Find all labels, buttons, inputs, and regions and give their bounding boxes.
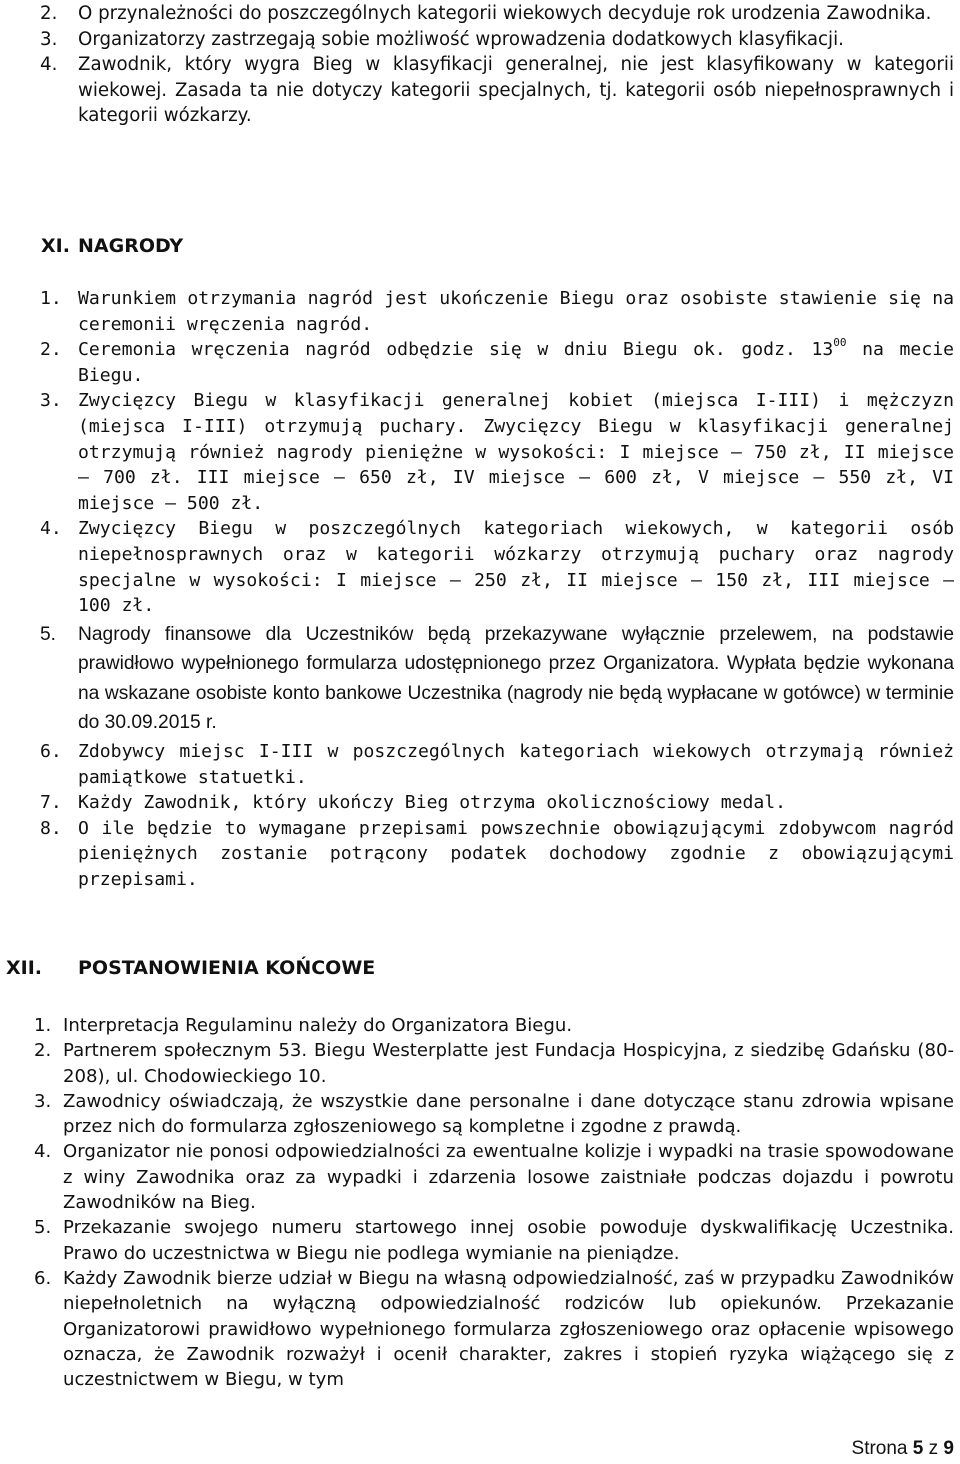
list-item [0,1,960,27]
list-item-number: 2. [40,339,62,361]
list-item [0,1266,960,1392]
section-heading-nagrody [41,234,441,258]
list-item-text: Zwycięzcy Biegu w klasyfikacji generalnej kobiet (miejsca I-III) i mężczyzn (miejsca I-III) otrzymują puchary. Zwycięzcy Biegu w klasyfikacji generalnej otrzymują również nagrody pieniężne w wysokości: I miejsce – 750 zł, II miejsce – 700 zł. III miejsce – 650 zł, IV miejsce – 600 zł, V miejsce – 550 zł, VI miejsce – 500 zł. [78,390,954,514]
list-item-text: Zawodnicy oświadczają, że wszystkie dane personalne i dane dotyczące stanu zdrowia wpisane przez nich do formularza zgłoszeniowego są kompletne i zgodne z prawdą. [63,1090,954,1138]
list-item-text: Zdobywcy miejsc I-III w poszczególnych kategoriach wiekowych otrzymają również pamiątkowe statuetki. [78,741,954,788]
list-item [0,337,960,388]
list-item-text-before: Ceremonia wręczenia nagród odbędzie się w dniu Biegu ok. godz. 13 [78,339,834,361]
list-item-text-after: na mecie Biegu. [78,339,954,386]
list-item-text: Każdy Zawodnik bierze udział w Biegu na własną odpowiedzialność, zaś w przypadku Zawodników niepełnoletnich na wyłączną odpowiedzialność rodziców lub opiekunów. Przekazanie Organizatorowi prawidłowo wypełnionego formularza zgłoszeniowego oraz opłacenie wpisowego oznacza, że Zawodnik rozważył i ocenił charakter, zakres i stopień ryzyka wiążącego się z uczestnictwem w Biegu, w tym [63,1267,954,1391]
list-item-text: Partnerem społecznym 53. Biegu Westerplatte jest Fundacja Hospicyjna, z siedzibę Gdańsku (80-208), ul. Chodowieckiego 10. [63,1040,954,1087]
list-item-text: Zwycięzcy Biegu w poszczególnych kategoriach wiekowych, w kategorii osób niepełnosprawnych oraz w kategorii wózkarzy otrzymują puchary oraz nagrody specjalne w wysokości: I miejsce – 250 zł, II miejsce – 150 zł, III miejsce – 100 zł. [78,518,954,617]
list-item [0,388,960,516]
list-item-text: Przekazanie swojego numeru startowego innej osobie powoduje dyskwalifikację Uczestnika. Prawo do uczestnictwa w Biegu nie podlega wymianie na pieniądze. [63,1217,954,1264]
list-item-number: 5. [34,1217,52,1239]
section-number: XII. [6,957,43,979]
postanowienia-list [0,1013,960,1392]
section-title: NAGRODY [78,235,184,257]
section-heading-postanowienia-koncowe [6,956,506,980]
section-number: XI. [41,235,70,257]
list-item-text: Zawodnik, który wygra Bieg w klasyfikacji generalnej, nie jest klasyfikowany w kategorii wiekowej. Zasada ta nie dotyczy kategorii specjalnych, tj. kategorii osób niepełnosprawnych i kategorii wózkarzy. [78,54,954,127]
list-item-number: 6. [40,741,62,762]
nagrody-list-end [0,739,960,893]
list-item-number: 4. [34,1141,52,1163]
list-item-number: 7. [40,792,62,814]
continued-list [0,1,960,129]
list-item [0,1089,960,1140]
list-item-text: Każdy Zawodnik, który ukończy Bieg otrzyma okolicznościowy medal. [78,792,787,814]
time-superscript: 00 [833,336,847,350]
list-item-text: Nagrody finansowe dla Uczestników będą przekazywane wyłącznie przelewem, na podstawie prawidłowo wypełnionego formularza udostępnionego przez Organizatora. Wypłata będzie wykonana na wskazane osobiste konto bankowe Uczestnika (nagrody nie będą wypłacane w gotówce) w terminie do 30.09.2015 r. [78,624,954,733]
list-item-number: 1. [40,288,62,309]
list-item-number: 5. [40,624,57,645]
list-item [0,1038,960,1089]
list-item-number: 2. [34,1040,52,1062]
list-item [0,1139,960,1215]
list-item [0,790,960,816]
list-item-text: O przynależności do poszczególnych kategorii wiekowych decyduje rok urodzenia Zawodnika. [78,3,932,24]
total-pages: 9 [943,1438,954,1459]
list-item-number: 4. [40,518,62,540]
list-item-text: Organizator nie ponosi odpowiedzialności za ewentualne kolizje i wypadki na trasie spowodowane z winy Zawodnika oraz za wypadki i zdarzenia losowe zaistniałe podczas dojazdu i powrotu Zawodników na Bieg. [63,1141,954,1214]
list-item-text: Interpretacja Regulaminu należy do Organizatora Biegu. [63,1015,573,1036]
current-page: 5 [912,1438,924,1459]
list-item-number: 3. [40,390,62,412]
list-item-number: 1. [34,1015,52,1036]
section-title: POSTANOWIENIA KOŃCOWE [78,957,376,979]
list-item [0,52,960,129]
list-item-number: 3. [34,1090,52,1112]
nagrody-list-continued [0,620,960,737]
list-item [0,286,960,337]
list-item-text: O ile będzie to wymagane przepisami powszechnie obowiązującymi zdobywcom nagród pieniężnych zostanie potrącony podatek dochodowy zgodnie z obowiązującymi przepisami. [78,817,954,890]
list-item [0,1215,960,1266]
list-item-number: 4. [40,54,58,76]
page-number [852,1437,954,1461]
list-item-text: Organizatorzy zastrzegają sobie możliwość wprowadzenia dodatkowych klasyfikacji. [78,28,844,50]
list-item [0,516,960,618]
list-item-number: 2. [40,3,58,24]
list-item-number: 3. [40,28,58,50]
page-separator: z [928,1438,939,1459]
page-label: Strona [851,1438,908,1459]
list-item-text: Warunkiem otrzymania nagród jest ukończenie Biegu oraz osobiste stawienie się na ceremonii wręczenia nagród. [78,288,954,335]
nagrody-list [0,286,960,619]
list-item-number: 6. [34,1267,52,1289]
list-item-number: 8. [40,817,62,839]
list-item [0,620,960,737]
list-item [0,739,960,790]
list-item [0,816,960,893]
list-item [0,1013,960,1038]
list-item [0,27,960,53]
